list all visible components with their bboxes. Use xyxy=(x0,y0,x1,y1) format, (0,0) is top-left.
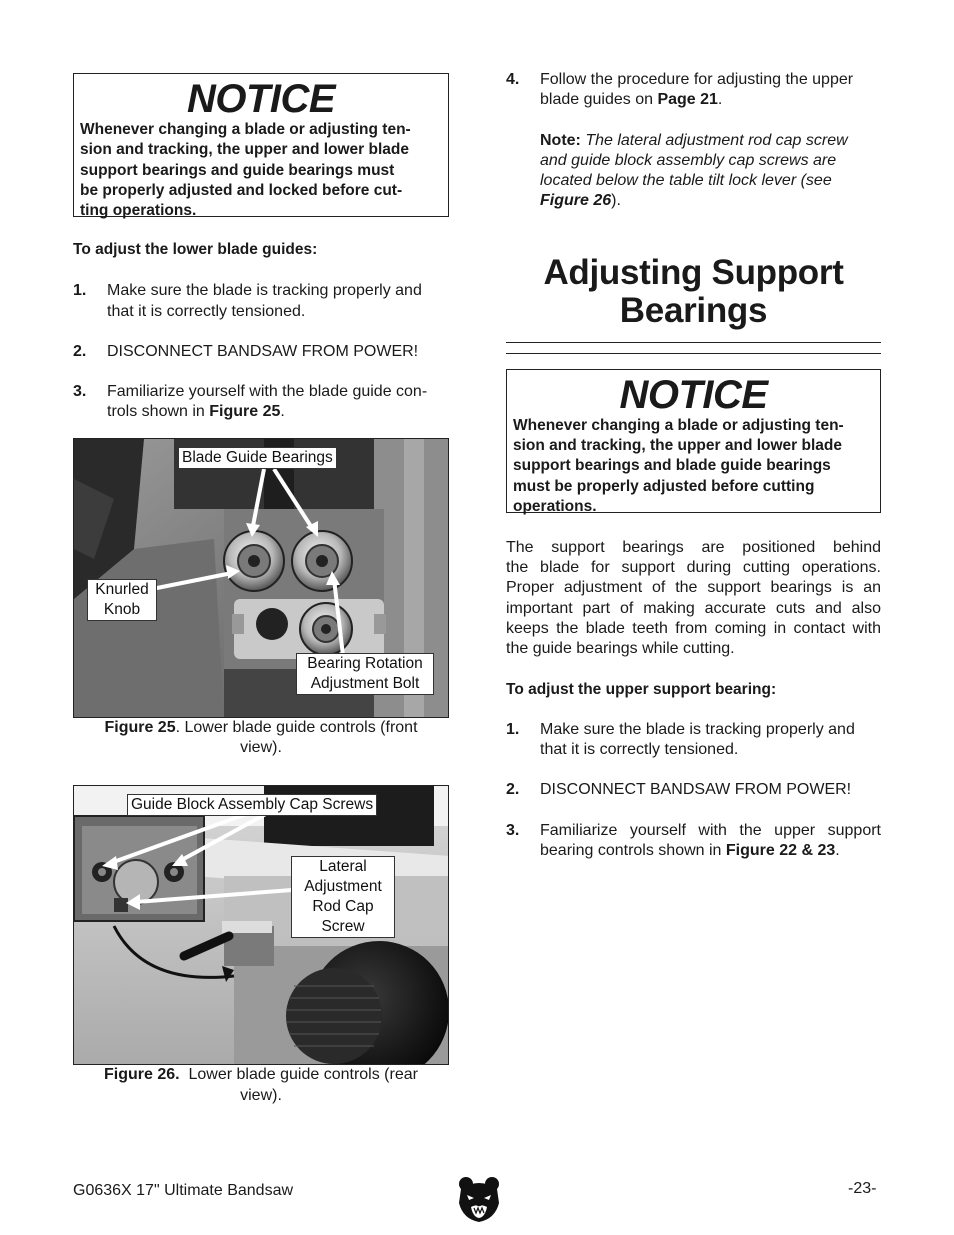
support-bearings-paragraph xyxy=(506,538,881,660)
callout-knurled-knob xyxy=(87,579,157,621)
note-text: The lateral adjustment rod cap screw xyxy=(580,131,848,149)
step-number: 2. xyxy=(73,342,87,360)
notice-box-right xyxy=(506,369,881,513)
step-line xyxy=(540,90,881,110)
note-line xyxy=(540,131,881,151)
figure-ref: Figure 26 xyxy=(540,192,612,210)
notice-box-left xyxy=(73,73,449,220)
step-line: Familiarize yourself with the blade guide con- xyxy=(107,383,428,401)
note-line: located below the table tilt lock lever (see xyxy=(540,172,832,190)
figure-26-caption xyxy=(73,1065,449,1106)
notice-line: ting operations. xyxy=(80,202,197,220)
notice-body xyxy=(80,120,442,221)
step-text xyxy=(540,70,881,111)
step-number: 1. xyxy=(73,282,87,300)
title-rule-bottom xyxy=(506,353,881,354)
figure-ref: Figure 22 & 23 xyxy=(725,842,836,860)
notice-line: sion and tracking, the upper and lower blade xyxy=(513,437,842,455)
caption-line xyxy=(73,718,449,738)
step-line: Make sure the blade is tracking properly and xyxy=(107,282,422,300)
callout-lateral-adjustment xyxy=(291,856,395,938)
notice-line: support bearings and blade guide bearings xyxy=(513,457,831,475)
text-span: blade guides on xyxy=(540,91,658,109)
caption-label: Figure 25 xyxy=(104,718,176,736)
note-label: Note: xyxy=(540,131,581,149)
title-rule-top xyxy=(506,342,881,343)
text-span: . xyxy=(717,91,723,109)
left-column xyxy=(73,73,449,1106)
note-line xyxy=(540,191,881,211)
callout-line: Knurled xyxy=(95,580,149,598)
lower-guides-subhead: To adjust the lower blade guides: xyxy=(73,241,318,258)
footer-model: G0636X 17" Ultimate Bandsaw xyxy=(73,1182,294,1199)
callout-bearing-rotation xyxy=(296,653,434,695)
caption-line: view). xyxy=(240,1086,282,1104)
step-text: DISCONNECT BANDSAW FROM POWER! xyxy=(540,781,852,799)
bear-logo-svg xyxy=(457,1175,501,1223)
para-line: Proper adjustment of the support bearings is an xyxy=(506,579,881,597)
notice-title: NOTICE xyxy=(619,372,768,417)
step-number: 3. xyxy=(506,821,520,839)
figure-25-caption xyxy=(73,718,449,759)
notice-line: operations. xyxy=(513,497,597,515)
caption-line: view). xyxy=(240,739,282,757)
right-step-2 xyxy=(506,780,881,800)
text-span: . xyxy=(835,842,840,860)
notice-line: Whenever changing a blade or adjusting ten- xyxy=(513,416,844,434)
notice-body xyxy=(513,416,874,517)
note-block xyxy=(540,131,881,212)
bear-logo-icon xyxy=(457,1175,501,1223)
caption-line xyxy=(73,1065,449,1085)
step-number: 2. xyxy=(506,781,520,799)
right-step-3 xyxy=(506,821,881,862)
step-line: Familiarize yourself with the upper support xyxy=(540,821,881,839)
notice-title: NOTICE xyxy=(186,77,336,121)
step-text xyxy=(540,720,881,761)
step-1 xyxy=(73,281,449,322)
text-span: bearing controls shown in xyxy=(540,842,726,860)
note-line: and guide block assembly cap screws are xyxy=(540,151,837,169)
step-number: 3. xyxy=(73,383,87,401)
step-text xyxy=(540,821,881,862)
step-text: DISCONNECT BANDSAW FROM POWER! xyxy=(107,342,419,360)
step-line xyxy=(540,841,881,861)
step-line: that it is correctly tensioned. xyxy=(540,741,739,759)
step-number: 1. xyxy=(506,720,520,738)
page-ref: Page 21 xyxy=(657,91,718,109)
para-line: the guide bearings while cutting. xyxy=(506,640,735,658)
section-title xyxy=(506,254,881,330)
figure-26-photo xyxy=(73,785,449,1065)
figure-25-photo xyxy=(73,438,449,718)
section-title-line: Adjusting Support xyxy=(543,252,844,292)
notice-line: sion and tracking, the upper and lower blade xyxy=(80,141,409,159)
caption-label: Figure 26. xyxy=(104,1066,180,1084)
note-text: ). xyxy=(611,192,621,210)
notice-line: support bearings and guide bearings must xyxy=(80,161,395,179)
callout-guide-block-cap-screws: Guide Block Assembly Cap Screws xyxy=(127,794,377,816)
callout-line: Knob xyxy=(103,600,141,618)
para-line: The support bearings are positioned behind xyxy=(506,538,881,556)
callout-line: Bearing Rotation xyxy=(307,654,423,672)
callout-line: Lateral xyxy=(319,858,367,876)
section-title-line: Bearings xyxy=(619,290,768,330)
step-line xyxy=(107,402,449,422)
para-line: keeps the blade teeth from coming in contact with xyxy=(506,619,881,637)
callout-line: Adjustment xyxy=(304,878,382,896)
right-column xyxy=(506,70,881,861)
upper-support-subhead: To adjust the upper support bearing: xyxy=(506,680,777,698)
step-4 xyxy=(506,70,881,111)
callout-line: Adjustment Bolt xyxy=(310,674,420,692)
para-line: the blade for support during cutting operations. xyxy=(506,559,881,577)
text-span: . xyxy=(280,403,285,421)
step-line: that it is correctly tensioned. xyxy=(107,302,306,320)
step-2 xyxy=(73,342,449,362)
notice-line: Whenever changing a blade or adjusting ten- xyxy=(80,121,411,138)
callout-blade-guide-bearings: Blade Guide Bearings xyxy=(178,447,337,469)
right-step-1 xyxy=(506,720,881,761)
callout-line: Screw xyxy=(321,918,365,936)
step-3 xyxy=(73,382,449,423)
step-number: 4. xyxy=(506,71,520,88)
notice-line: must be properly adjusted before cutting xyxy=(513,477,815,495)
caption-text: . Lower blade guide controls (front xyxy=(175,718,418,736)
notice-line: be properly adjusted and locked before cut- xyxy=(80,181,403,199)
caption-text: Lower blade guide controls (rear xyxy=(179,1066,418,1084)
page-number: -23- xyxy=(848,1180,877,1197)
step-text xyxy=(107,382,449,423)
step-text xyxy=(107,281,449,322)
para-line: important part of making accurate cuts and also xyxy=(506,599,881,617)
callout-line: Rod Cap xyxy=(312,898,374,916)
text-span: trols shown in xyxy=(107,403,210,421)
figure-ref: Figure 25 xyxy=(209,403,281,421)
step-line: Make sure the blade is tracking properly and xyxy=(540,720,855,738)
step-line: Follow the procedure for adjusting the upper xyxy=(540,71,854,88)
